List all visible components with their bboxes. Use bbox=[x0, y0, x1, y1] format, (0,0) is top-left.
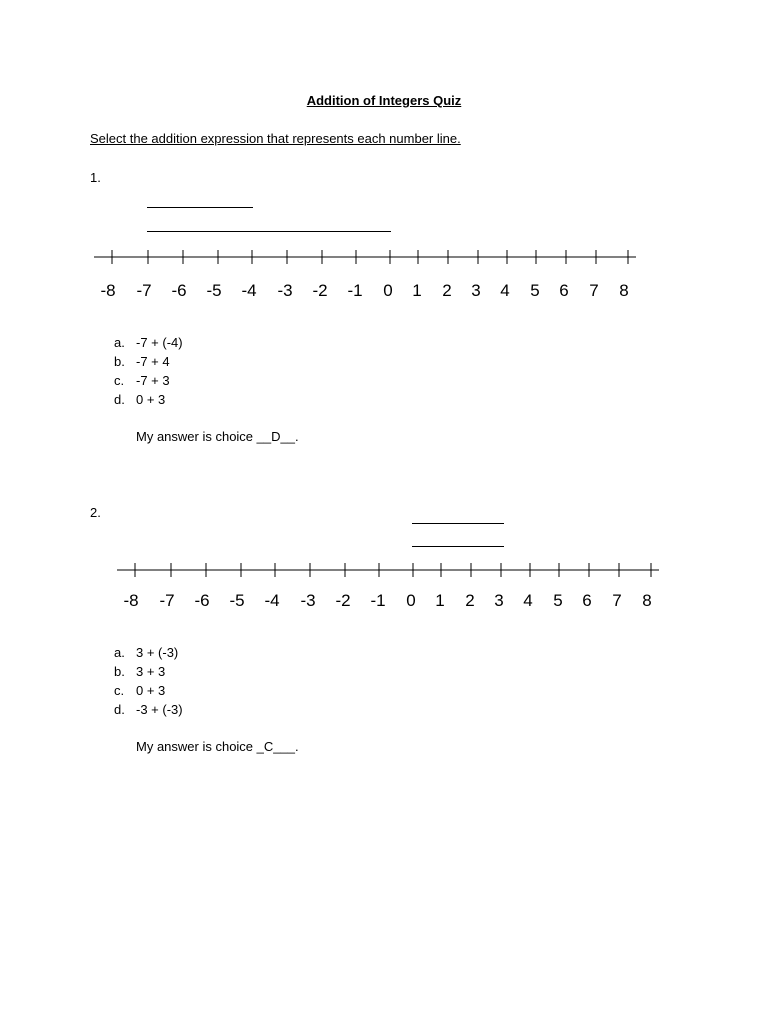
question-2-segment-top bbox=[412, 523, 504, 524]
question-2-options bbox=[114, 643, 183, 719]
question-2-answer: My answer is choice _C___. bbox=[136, 739, 299, 754]
question-1-option-b[interactable]: b. -7 + 4 bbox=[114, 354, 170, 369]
question-1-options bbox=[114, 333, 183, 409]
question-2-number-line-label: -6 bbox=[194, 591, 210, 610]
question-1-option-d[interactable]: d. 0 + 3 bbox=[114, 392, 166, 407]
question-1-number-line-label: -7 bbox=[136, 281, 152, 300]
question-2-number-line-label: -4 bbox=[264, 591, 280, 610]
question-1-number-line-label: -1 bbox=[347, 281, 363, 300]
question-1-segment-long bbox=[147, 231, 391, 232]
question-2-number-line-label: 0 bbox=[406, 591, 416, 610]
question-2-number-line-label: 5 bbox=[553, 591, 563, 610]
question-1-number-line-label: -4 bbox=[241, 281, 257, 300]
question-2-number-line-label: -1 bbox=[370, 591, 386, 610]
question-1-number-line-label: 0 bbox=[383, 281, 393, 300]
question-1-number-line-label: -2 bbox=[312, 281, 328, 300]
question-1-number-line-label: 2 bbox=[442, 281, 452, 300]
question-1-number-line-label: 5 bbox=[530, 281, 540, 300]
question-2-number-line-label: 3 bbox=[494, 591, 504, 610]
question-1-number-line bbox=[0, 240, 768, 310]
question-1-number-line-label: -8 bbox=[100, 281, 116, 300]
question-2-number-line-label: -3 bbox=[300, 591, 316, 610]
question-2-number-line-label: 1 bbox=[435, 591, 445, 610]
question-1-number: 1. bbox=[90, 170, 101, 185]
question-2-number-line-label: 6 bbox=[582, 591, 592, 610]
question-1-number-line-label: 6 bbox=[559, 281, 569, 300]
question-2-number-line-label: 8 bbox=[642, 591, 652, 610]
question-2-option-a[interactable]: a. 3 + (-3) bbox=[114, 645, 179, 660]
question-1-option-a[interactable]: a. -7 + (-4) bbox=[114, 335, 183, 350]
question-2-option-c[interactable]: c. 0 + 3 bbox=[114, 683, 166, 698]
question-2-number-line-label: -2 bbox=[335, 591, 351, 610]
question-2-number-line bbox=[0, 550, 768, 620]
question-1-number-line-label: 8 bbox=[619, 281, 629, 300]
question-2-number-line-label: -5 bbox=[229, 591, 245, 610]
question-1-option-c[interactable]: c. -7 + 3 bbox=[114, 373, 170, 388]
question-2-number-line-label: -8 bbox=[123, 591, 139, 610]
question-1-number-line-label: 7 bbox=[589, 281, 599, 300]
question-1-number-line-label: 3 bbox=[471, 281, 481, 300]
question-2-number-line-label: -7 bbox=[159, 591, 175, 610]
question-1-number-line-label: -3 bbox=[277, 281, 293, 300]
question-2-number-line-label: 4 bbox=[523, 591, 533, 610]
quiz-title: Addition of Integers Quiz bbox=[306, 93, 462, 108]
question-2-option-d[interactable]: d. -3 + (-3) bbox=[114, 702, 183, 717]
question-1-number-line-label: -5 bbox=[206, 281, 222, 300]
question-2-option-b[interactable]: b. 3 + 3 bbox=[114, 664, 166, 679]
question-1-number-line-label: -6 bbox=[171, 281, 187, 300]
question-1-number-line-label: 4 bbox=[500, 281, 510, 300]
question-1-number-line-label: 1 bbox=[412, 281, 422, 300]
question-2-segment-bottom bbox=[412, 546, 504, 547]
question-2-number: 2. bbox=[90, 505, 101, 520]
question-2-number-line-label: 7 bbox=[612, 591, 622, 610]
question-1-segment-short bbox=[147, 207, 253, 208]
question-2-number-line-label: 2 bbox=[465, 591, 475, 610]
instructions: Select the addition expression that represents each number line. bbox=[90, 131, 461, 146]
question-1-answer: My answer is choice __D__. bbox=[136, 429, 299, 444]
